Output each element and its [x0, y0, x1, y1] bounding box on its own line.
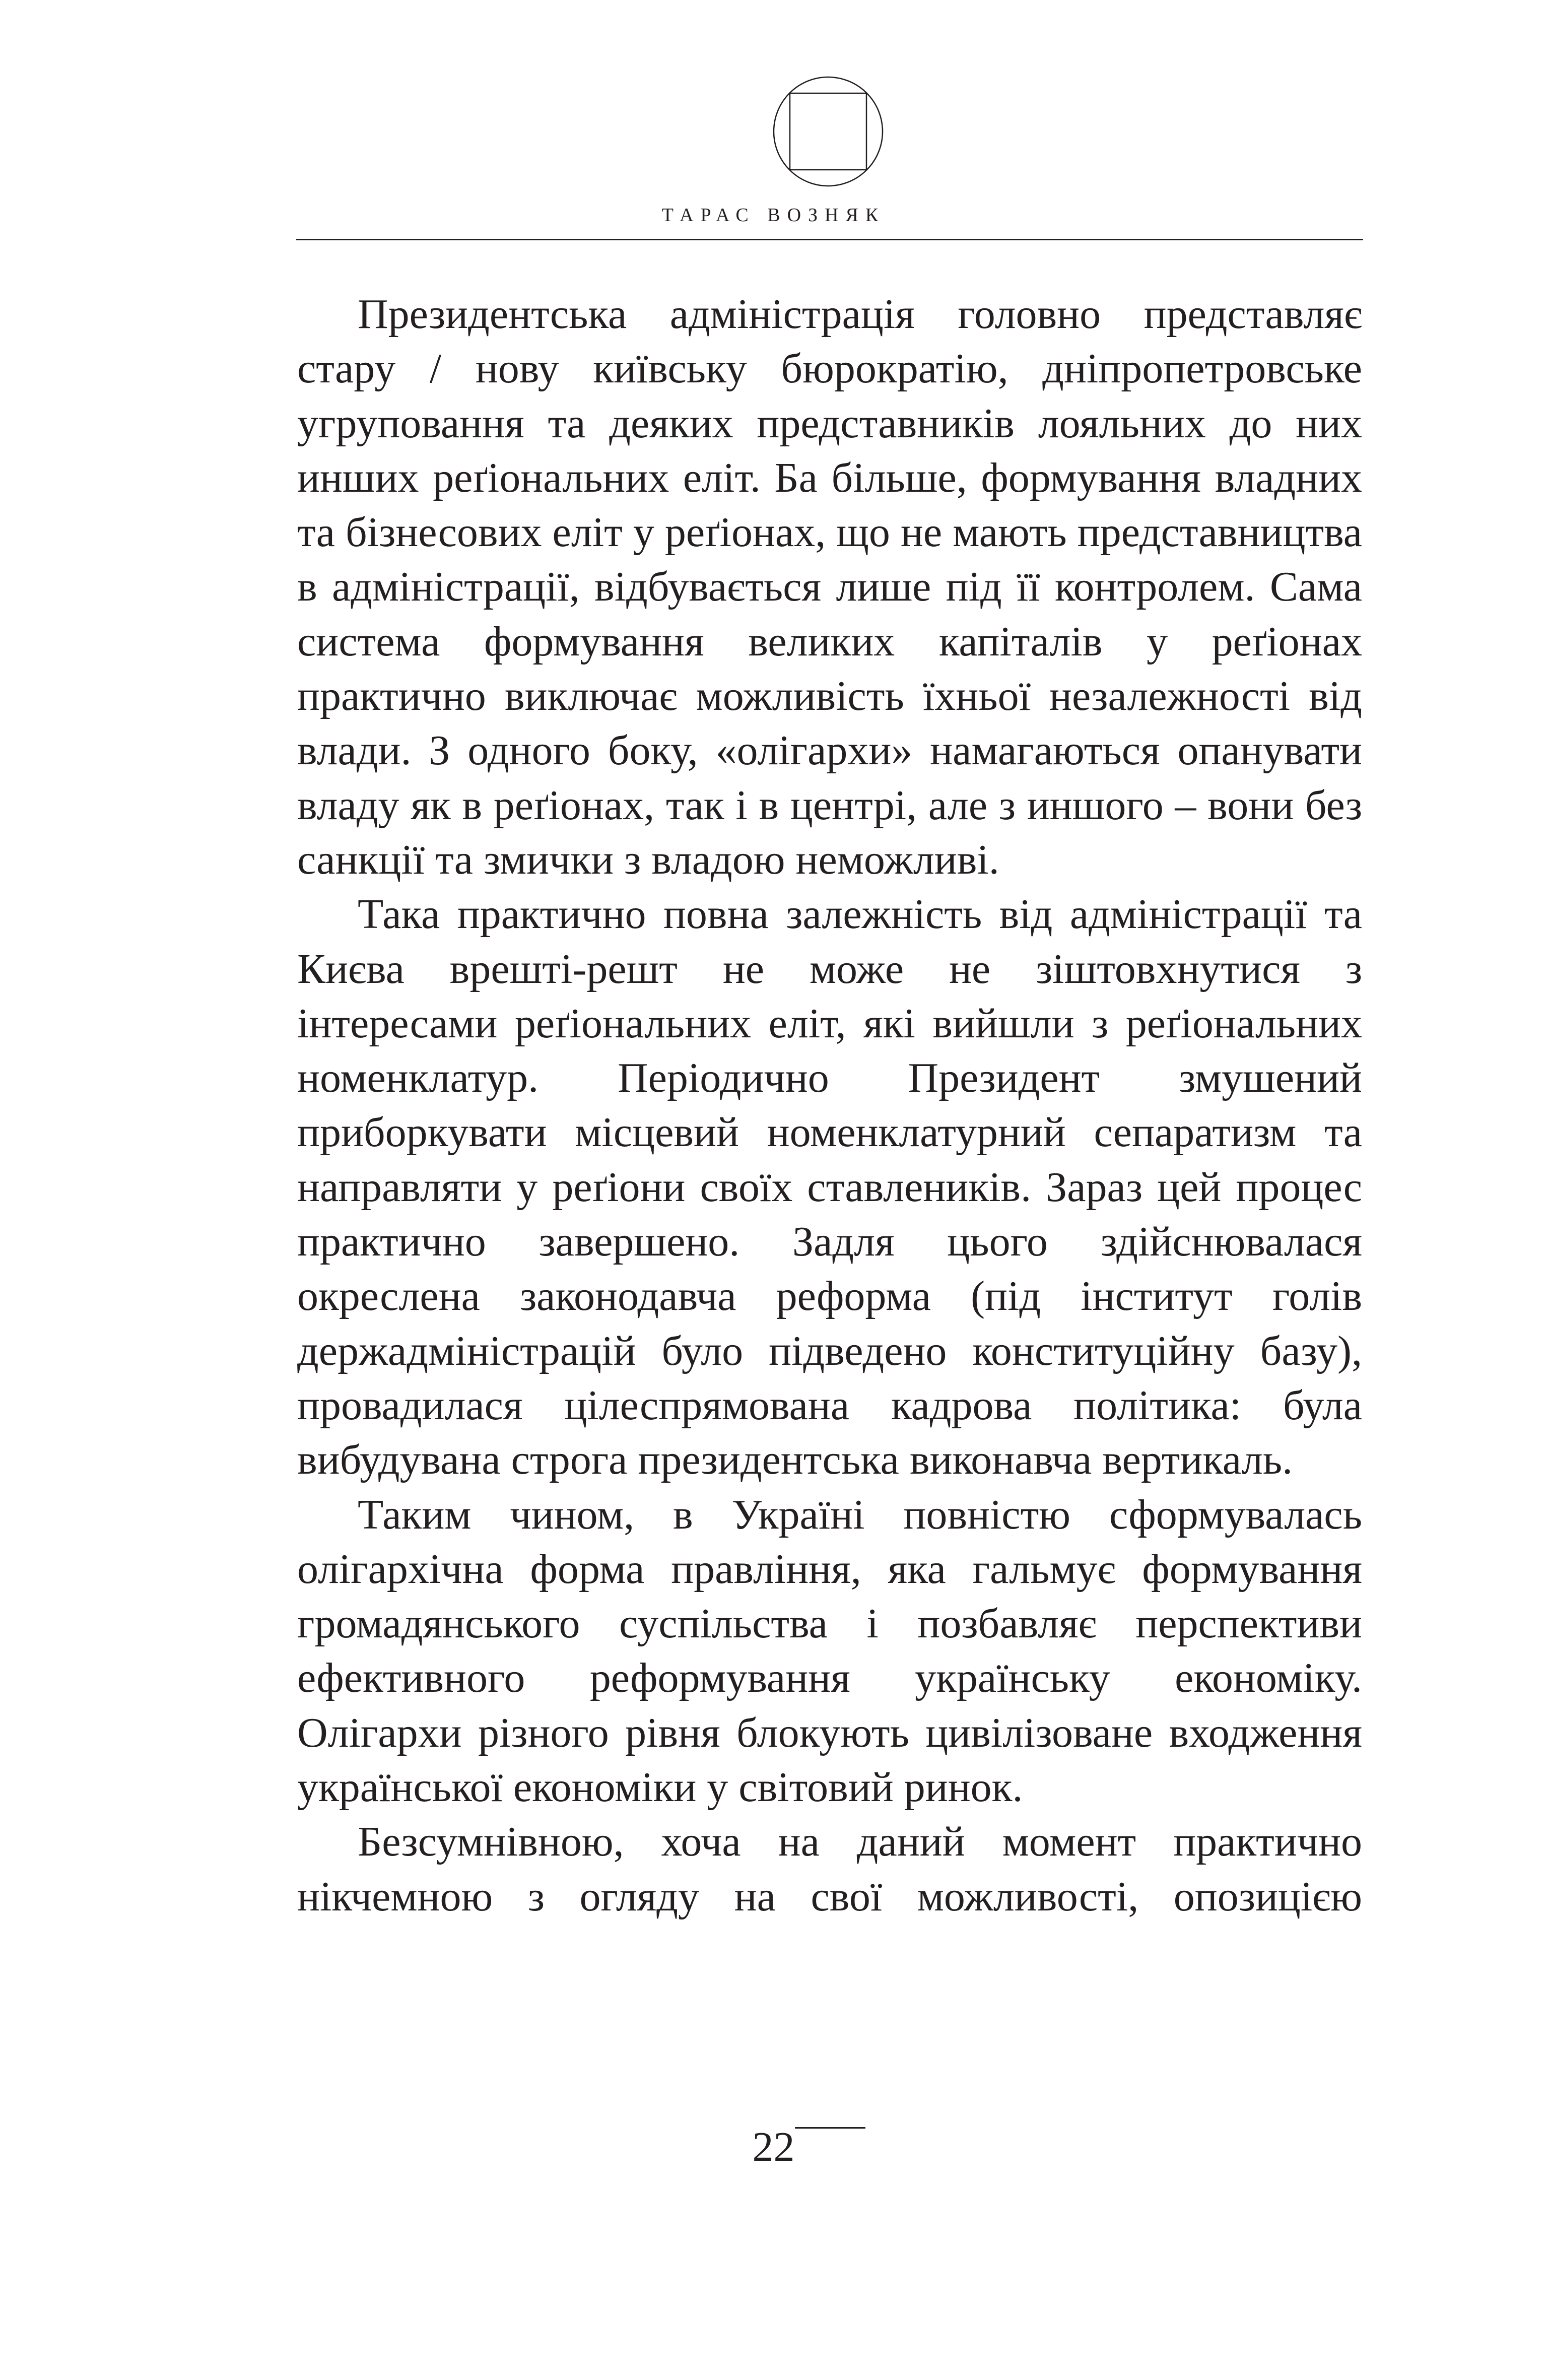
running-header-author: ТАРАС ВОЗНЯК: [661, 205, 886, 226]
header-rule: [296, 239, 1363, 240]
circle-in-square-logo-icon: [772, 76, 884, 187]
page-number: 22: [752, 2124, 795, 2170]
paragraph: Таким чином, в Україні повністю сформувалась олігархічна форма правління, яка гальмує формування громадянського суспільства і позбавляє перспективи ефективного реформування українську економіку. Олігархи різного рівня блокують цивілізоване входження української економіки у світовий ринок.: [297, 1491, 1362, 1811]
paragraph: Така практично повна залежність від адміністрації та Києва врешті-решт не може не зіштовхнутися з інтересами реґіональних еліт, які вийшли з реґіональних номенклатур. Періодично Президент змушений приборкувати місцевий номенклатурний сепаратизм та направляти у реґіони своїх ставлеників. Зараз цей процес практично завершено. Задля цього здійснювалася окреслена законодавча реформа (під інститут голів держадміністрацій було підведено конституційну базу), провадилася цілеспрямована кадрова політика: була вибудувана строга президентська виконавча вертикаль.: [297, 891, 1362, 1484]
paragraph: Президентська адміністрація головно представляє стару / нову київську бюрократію, дніпропетровське угруповання та деяких представників лояльних до них инших реґіональних еліт. Ба більше, формування владних та бізнесових еліт у реґіонах, що не мають представництва в адміністрації, відбувається лише під її контролем. Сама система формування великих капіталів у реґіонах практично виключає можливість їхньої незалежності від влади. З одного боку, «олігархи» намагаються опанувати владу як в реґіонах, так і в центрі, але з иншого – вони без санкції та змички з владою неможливі.: [297, 291, 1362, 883]
body-text: [297, 287, 1362, 1924]
paragraph: Безсумнівною, хоча на даний момент практично нікчемною з огляду на свої можливості, опозицією: [297, 1818, 1362, 1920]
